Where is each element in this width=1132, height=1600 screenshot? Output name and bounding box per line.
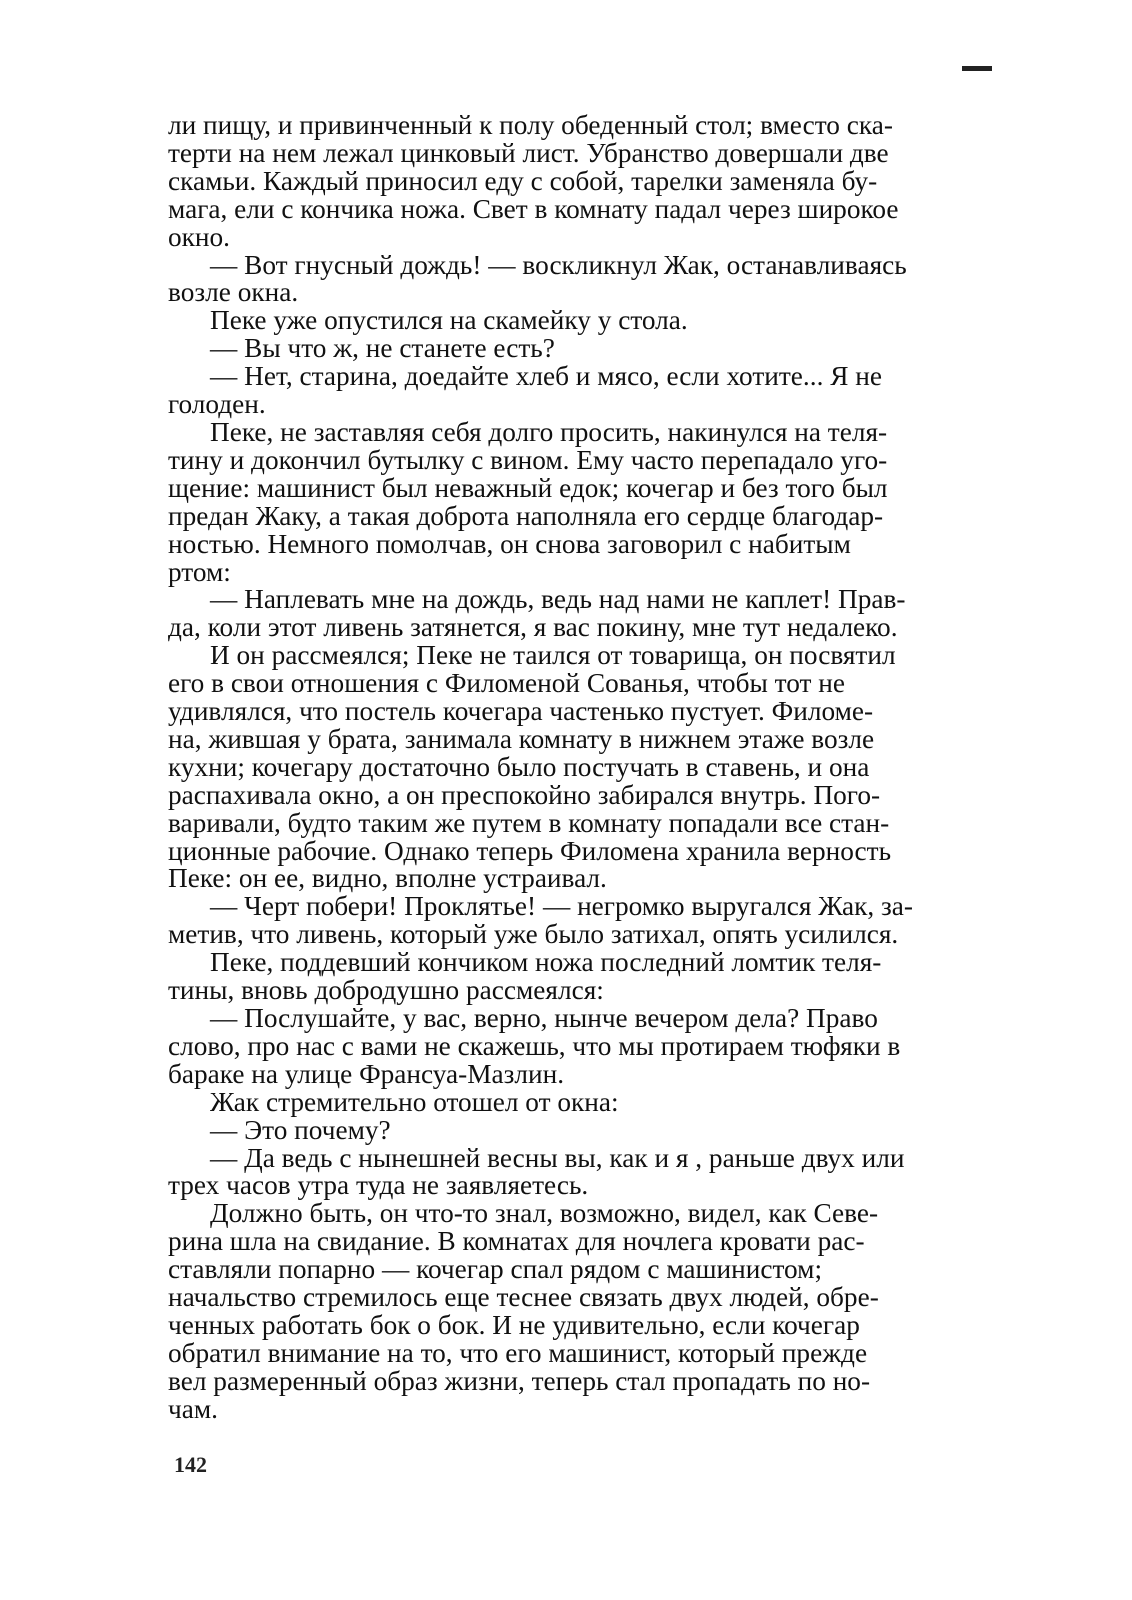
paragraph: — Да ведь с нынешней весны вы, как и я , раньше двух или трех часов утра туда не заявляетесь. xyxy=(168,1142,905,1201)
paragraph: — Наплевать мне на дождь, ведь над нами не каплет! Прав- да, коли этот ливень затянется, я вас покину, мне тут недалеко. xyxy=(168,584,906,643)
paragraph: ли пищу, и привинченный к полу обеденный стол; вместо ска- терти на нем лежал цинковый лист. Убранство довершали две скамьи. Каждый приносил еду с собой, тарелки заменяла бу- мага, ели с кончика ножа. Свет в комнату падал через широкое окно. xyxy=(168,110,899,252)
paragraph: Пеке, не заставляя себя долго просить, накинулся на теля- тину и докончил бутылку с вином. Ему часто перепадало уго- щение: машинист был неважный едок; кочегар и без того был предан Жаку, а такая доброта наполняла его сердце благодар- ностью. Немного помолчав, он снова заговорил с набитым ртом: xyxy=(168,416,888,587)
page-body-text xyxy=(168,112,960,1424)
paragraph: — Это почему? xyxy=(210,1114,391,1145)
paragraph: — Послушайте, у вас, верно, нынче вечером дела? Право слово, про нас с вами не скажешь, что мы протираем тюфяки в бараке на улице Франсуа-Мазлин. xyxy=(168,1003,901,1089)
scan-corner-mark xyxy=(962,66,992,71)
paragraph: И он рассмеялся; Пеке не таился от товарища, он посвятил его в свои отношения с Филоменой Сованья, чтобы тот не удивлялся, что постель кочегара частенько пустует. Филоме- на, жившая у брата, занимала комнату в нижнем этаже возле кухни; кочегару достаточно было постучать в ставень, и она распахивала окно, а он преспокойно забирался внутрь. Пого- варивали, будто таким же путем в комнату попадали все стан- ционные рабочие. Однако теперь Филомена хранила верность Пеке: он ее, видно, вполне устраивал. xyxy=(168,640,896,894)
paragraph: — Вот гнусный дождь! — воскликнул Жак, останавливаясь возле окна. xyxy=(168,249,907,308)
page-number: 142 xyxy=(174,1452,207,1477)
paragraph: — Черт побери! Проклятье! — негромко выругался Жак, за- метив, что ливень, который уже было затихал, опять усилился. xyxy=(168,891,914,950)
paragraph: Жак стремительно отошел от окна: xyxy=(210,1086,619,1117)
paragraph: Должно быть, он что-то знал, возможно, видел, как Севе- рина шла на свидание. В комнатах для ночлега кровати рас- ставляли попарно — кочегар спал рядом с машинистом; начальство стремилось еще теснее связать двух людей, обре- ченных работать бок о бок. И не удивительно, если кочегар обратил внимание на то, что его машинист, который прежде вел размеренный образ жизни, теперь стал пропадать по но- чам. xyxy=(168,1198,879,1424)
paragraph: Пеке, поддевший кончиком ножа последний ломтик теля- тины, вновь добродушно рассмеялся: xyxy=(168,947,882,1006)
paragraph: Пеке уже опустился на скамейку у стола. xyxy=(210,305,688,336)
paragraph: — Вы что ж, не станете есть? xyxy=(210,333,555,364)
paragraph: — Нет, старина, доедайте хлеб и мясо, если хотите... Я не голоден. xyxy=(168,361,882,420)
